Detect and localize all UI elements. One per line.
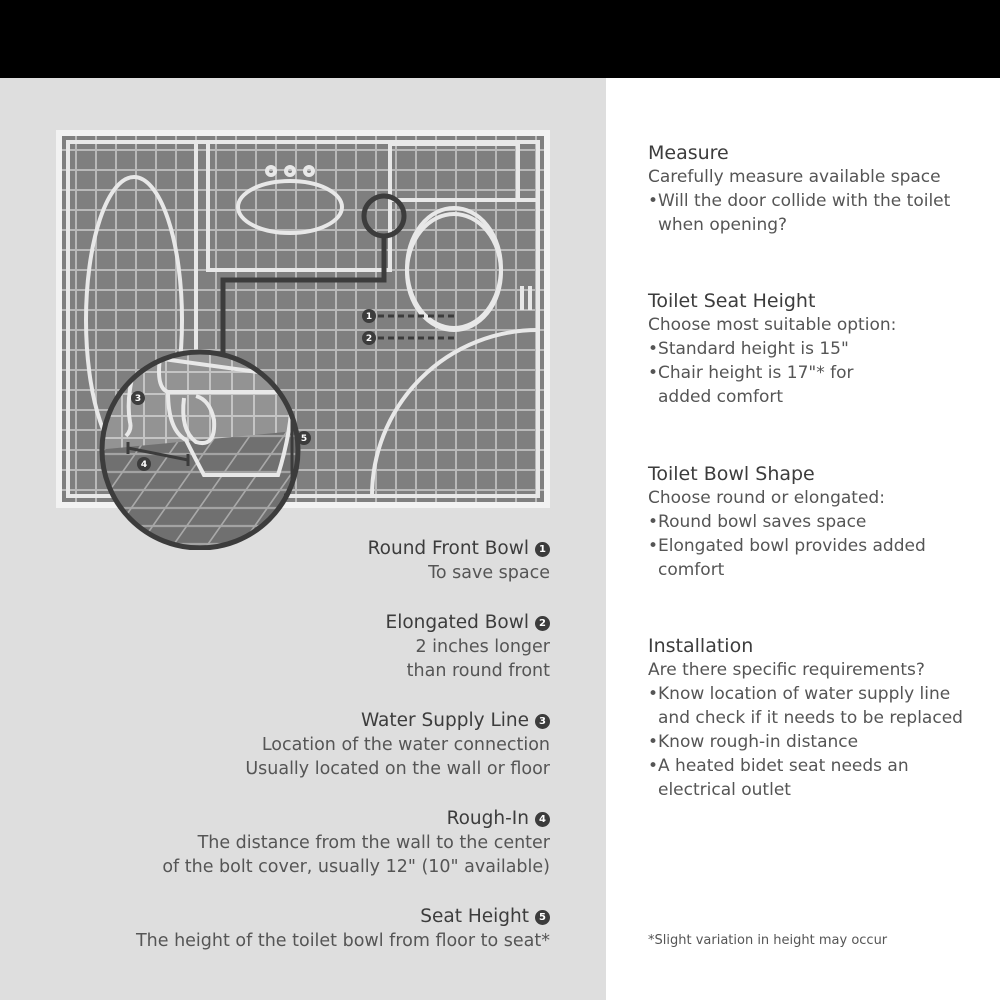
- legend-seat-height: [136, 904, 550, 953]
- legend-desc: of the bolt cover, usually 12" (10" available): [162, 857, 550, 877]
- legend-desc: than round front: [406, 661, 550, 681]
- section-intro: Are there specific requirements?: [648, 660, 925, 680]
- badge-3: [131, 391, 145, 405]
- legend-title: Rough-In 4: [162, 806, 550, 831]
- section-intro: Carefully measure available space: [648, 167, 941, 187]
- section-bullet: •Know location of water supply line and check if it needs to be replaced: [648, 684, 963, 728]
- legend-title: Seat Height 5: [136, 904, 550, 929]
- section-bullet: •Know rough-in distance: [648, 732, 859, 752]
- legend-round-front-bowl: [368, 536, 550, 585]
- number-badge: 2: [535, 616, 550, 631]
- legend-title: Water Supply Line 3: [245, 708, 550, 733]
- section-title: Toilet Bowl Shape: [648, 463, 815, 485]
- section-measure: [648, 141, 988, 237]
- section-bullet: •Chair height is 17"* for added comfort: [648, 363, 854, 407]
- top-black-bar: [0, 0, 1000, 78]
- number-badge: 1: [535, 542, 550, 557]
- section-intro: Choose most suitable option:: [648, 315, 897, 335]
- section-toilet-seat-height: [648, 289, 988, 409]
- badge-1: [362, 309, 376, 323]
- legend-rough-in: [162, 806, 550, 879]
- legend-desc: Location of the water connection: [261, 735, 550, 755]
- section-title: Toilet Seat Height: [648, 290, 816, 312]
- svg-text:3: 3: [134, 394, 142, 404]
- legend-desc: The distance from the wall to the center: [197, 833, 550, 853]
- svg-text:5: 5: [300, 434, 308, 444]
- legend-desc: The height of the toilet bowl from floor to seat*: [135, 931, 550, 951]
- legend-elongated-bowl: [386, 610, 551, 683]
- number-badge: 5: [535, 910, 550, 925]
- section-title: Installation: [648, 635, 754, 657]
- section-intro: Choose round or elongated:: [648, 488, 885, 508]
- badge-4: [137, 457, 151, 471]
- section-bullet: •Will the door collide with the toilet when opening?: [648, 191, 951, 235]
- number-badge: 3: [535, 714, 550, 729]
- svg-text:2: 2: [365, 334, 373, 344]
- section-toilet-bowl-shape: [648, 462, 988, 582]
- legend-desc: 2 inches longer: [415, 637, 550, 657]
- svg-text:1: 1: [365, 312, 373, 322]
- legend-water-supply-line: [245, 708, 550, 781]
- footnote: *Slight variation in height may occur: [648, 933, 888, 948]
- section-bullet: •Standard height is 15": [648, 339, 849, 359]
- bathroom-floor-plan: [56, 130, 550, 550]
- section-bullet: •Round bowl saves space: [648, 512, 867, 532]
- legend-title: Round Front Bowl 1: [368, 536, 550, 561]
- badge-5: [297, 431, 311, 445]
- section-bullet: •Elongated bowl provides added comfort: [648, 536, 926, 580]
- badge-2: [362, 331, 376, 345]
- legend-desc: To save space: [428, 563, 550, 583]
- number-badge: 4: [535, 812, 550, 827]
- legend-desc: Usually located on the wall or floor: [245, 759, 550, 779]
- legend-title: Elongated Bowl 2: [386, 610, 551, 635]
- section-installation: [648, 634, 988, 802]
- section-bullet: •A heated bidet seat needs an electrical outlet: [648, 756, 909, 800]
- section-title: Measure: [648, 142, 729, 164]
- svg-text:4: 4: [140, 460, 148, 470]
